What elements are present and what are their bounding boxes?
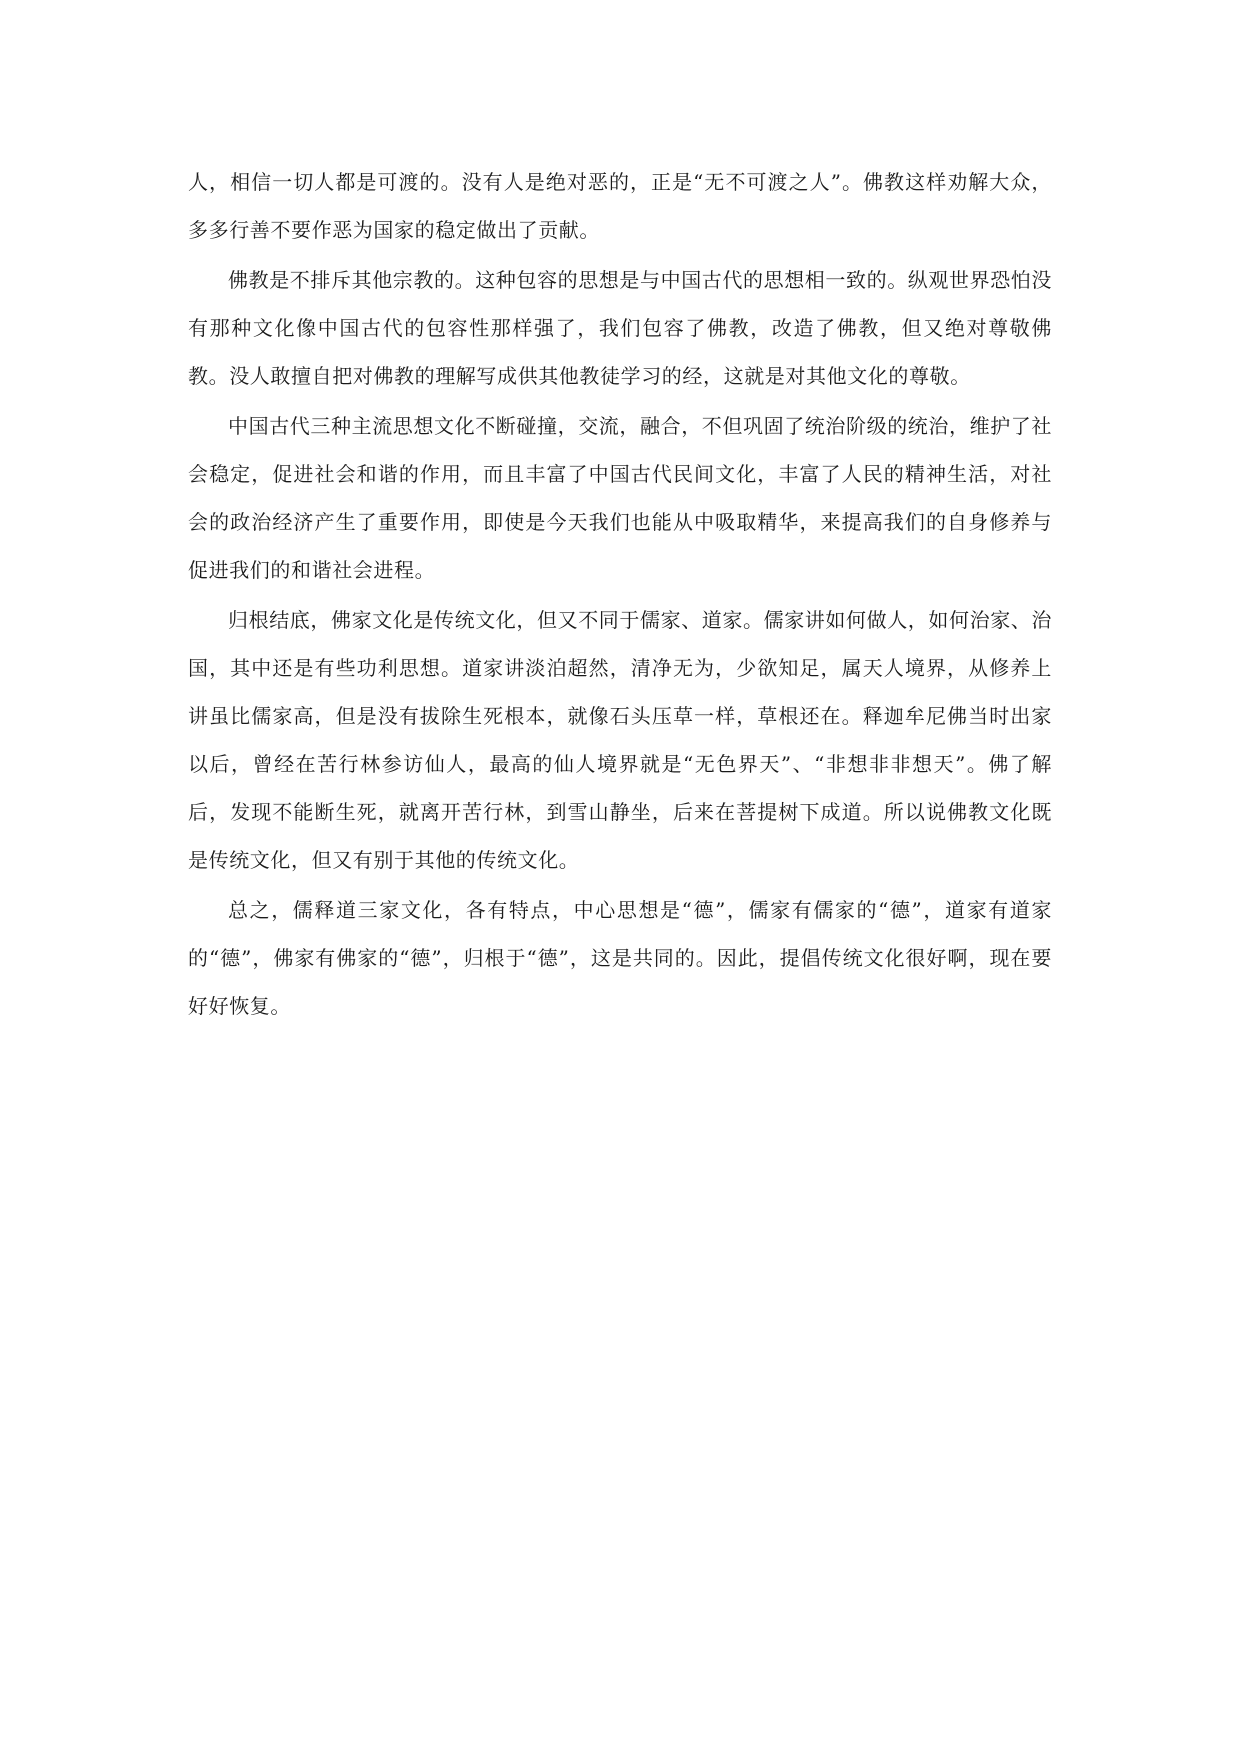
document-body xyxy=(188,158,1052,1032)
paragraph: 总之，儒释道三家文化，各有特点，中心思想是“德”，儒家有儒家的“德”，道家有道家的“德”，佛家有佛家的“德”，归根于“德”，这是共同的。因此，提倡传统文化很好啊，现在要好好恢复。 xyxy=(188,898,1052,1018)
paragraph: 归根结底，佛家文化是传统文化，但又不同于儒家、道家。儒家讲如何做人，如何治家、治国，其中还是有些功利思想。道家讲淡泊超然，清净无为，少欲知足，属天人境界，从修养上讲虽比儒家高，但是没有拔除生死根本，就像石头压草一样，草根还在。释迦牟尼佛当时出家以后，曾经在苦行林参访仙人，最高的仙人境界就是“无色界天”、“非想非非想天”。佛了解后，发现不能断生死，就离开苦行林，到雪山静坐，后来在菩提树下成道。所以说佛教文化既是传统文化，但又有别于其他的传统文化。 xyxy=(188,608,1052,872)
paragraph-continuation: 人，相信一切人都是可渡的。没有人是绝对恶的，正是“无不可渡之人”。佛教这样劝解大众，多多行善不要作恶为国家的稳定做出了贡献。 xyxy=(188,170,1052,242)
paragraph: 佛教是不排斥其他宗教的。这种包容的思想是与中国古代的思想相一致的。纵观世界恐怕没有那种文化像中国古代的包容性那样强了，我们包容了佛教，改造了佛教，但又绝对尊敬佛教。没人敢擅自把对佛教的理解写成供其他教徒学习的经，这就是对其他文化的尊敬。 xyxy=(188,268,1052,388)
paragraph: 中国古代三种主流思想文化不断碰撞，交流，融合，不但巩固了统治阶级的统治，维护了社会稳定，促进社会和谐的作用，而且丰富了中国古代民间文化，丰富了人民的精神生活，对社会的政治经济产生了重要作用，即使是今天我们也能从中吸取精华，来提高我们的自身修养与促进我们的和谐社会进程。 xyxy=(188,414,1052,582)
